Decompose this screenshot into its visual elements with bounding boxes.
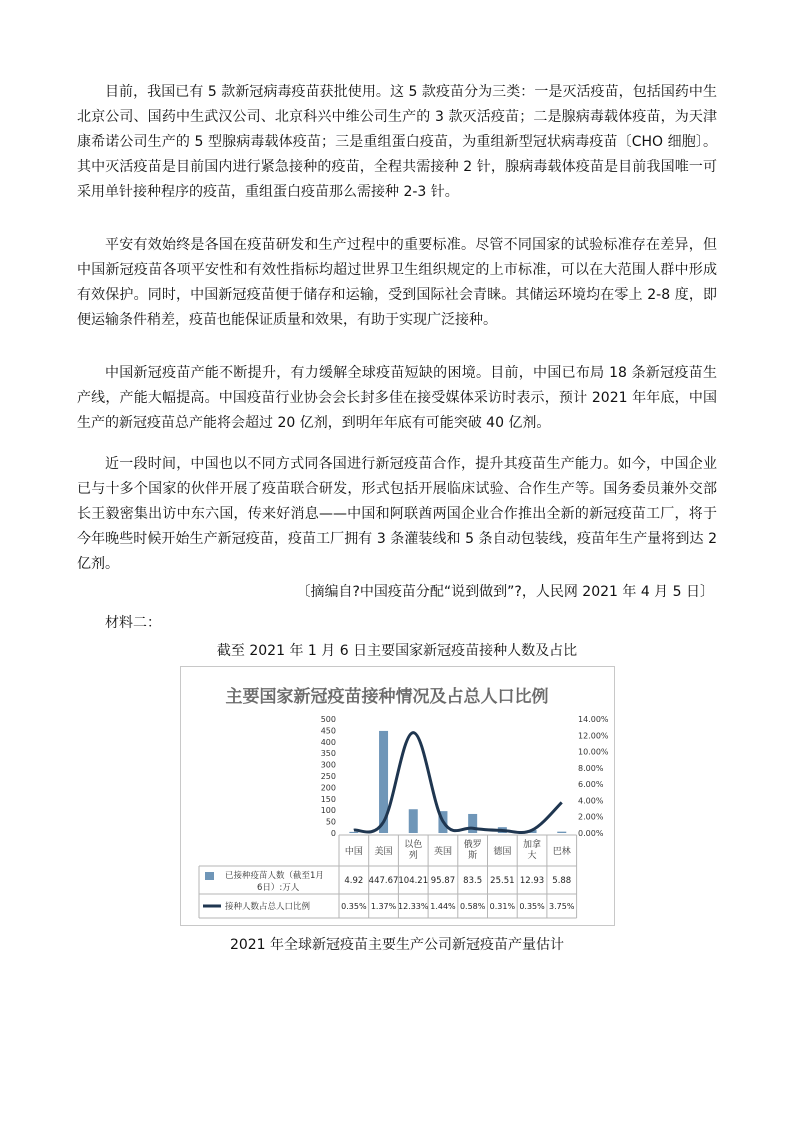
y-right-tick-label: 2.00%: [578, 812, 604, 822]
chart-title: 主要国家新冠疫苗接种情况及占总人口比例: [225, 687, 549, 707]
y-right-tick-label: 14.00%: [578, 715, 609, 724]
vaccination-chart: [181, 667, 614, 925]
y-left-tick-label: 400: [320, 737, 336, 747]
line-value-label: 3.75%: [549, 902, 575, 911]
legend-bar-label: 已接种疫苗人数（截至1月: [225, 871, 324, 881]
legend-bar-swatch: [205, 872, 214, 880]
category-label: 中国: [344, 847, 363, 857]
line-value-label: 0.58%: [459, 902, 486, 911]
bar-value-label: 95.87: [430, 876, 456, 886]
category-label: 巴林: [552, 847, 571, 857]
material-label: 材料二：: [105, 615, 161, 631]
paragraph-1: 目前，我国已有 5 款新冠病毒疫苗获批使用。这 5 款疫苗分为三类：一是灭活疫苗，包括国药中生北京公司、国药中生武汉公司、北京科兴中维公司生产的 3 款灭活疫苗；二是腺病毒载体疫苗，为天津康希诺公司生产的 5 型腺病毒载体疫苗；三是重组蛋白疫苗，为重组新型冠状病毒疫苗〔CHO 细胞〕。其中灭活疫苗是目前国内进行紧急接种的疫苗，全程共需接种 2 针，腺病毒载体疫苗是目前我国唯一可采用单针接种程序的疫苗，重组蛋白疫苗那么需接种 2-3 针。: [77, 84, 717, 200]
bar-中国: [349, 832, 358, 833]
category-label: 俄罗: [463, 840, 482, 850]
line-value-label: 0.35%: [341, 902, 367, 911]
category-label: 以色: [404, 840, 423, 850]
y-left-tick-label: 100: [320, 806, 336, 816]
chart-caption: 截至 2021 年 1 月 6 日主要国家新冠疫苗接种人数及占比: [216, 643, 578, 659]
y-left-tick-label: 250: [320, 772, 336, 781]
category-label: 英国: [433, 847, 452, 857]
line-value-label: 12.33%: [397, 902, 429, 911]
line-value-label: 1.37%: [370, 902, 397, 911]
bottom-caption: 2021 年全球新冠疫苗主要生产公司新冠疫苗产量估计: [229, 937, 565, 953]
paragraph-3: 中国新冠疫苗产能不断提升，有力缓解全球疫苗短缺的困境。目前，中国已布局 18 条新冠疫苗生产线，产能大幅提高。中国疫苗行业协会会长封多佳在接受媒体采访时表示，预计 2021 年年底，中国生产的新冠疫苗总产能将会超过 20 亿剂，到明年年底有可能突破 40 亿剂。: [77, 365, 717, 431]
bar-value-label: 104.21: [398, 876, 429, 886]
category-label: 列: [408, 851, 418, 861]
category-label: 美国: [374, 847, 393, 857]
category-label: 加拿: [523, 840, 542, 850]
y-right-tick-label: 8.00%: [578, 763, 604, 773]
line-value-label: 0.31%: [489, 902, 516, 911]
y-right-tick-label: 4.00%: [578, 796, 604, 806]
y-left-tick-label: 150: [320, 794, 336, 804]
bar-value-label: 12.93: [519, 876, 545, 886]
y-right-tick-label: 12.00%: [578, 731, 609, 741]
y-right-tick-label: 6.00%: [578, 780, 604, 790]
line-value-label: 1.44%: [430, 902, 456, 911]
bar-value-label: 5.88: [552, 876, 572, 886]
category-label: 德国: [493, 847, 512, 857]
category-label: 大: [527, 851, 537, 861]
bar-巴林: [557, 832, 566, 833]
y-left-tick-label: 0: [330, 829, 336, 838]
y-left-tick-label: 50: [325, 817, 336, 827]
legend-line-label: 接种人数占总人口比例: [225, 902, 311, 912]
line-value-label: 0.35%: [519, 902, 545, 911]
y-right-tick-label: 10.00%: [578, 747, 609, 757]
bar-value-label: 25.51: [490, 876, 515, 886]
paragraph-4: 近一段时间，中国也以不同方式同各国进行新冠疫苗合作，提升其疫苗生产能力。如今，中国企业已与十多个国家的伙伴开展了疫苗联合研发，形式包括开展临床试验、合作生产等。国务委员兼外交部长王毅密集出访中东六国，传来好消息——中国和阿联酋两国企业合作推出全新的新冠疫苗工厂，将于今年晚些时候开始生产新冠疫苗，疫苗工厂拥有 3 条灌装线和 5 条自动包装线，疫苗年生产量将到达 2 亿剂。: [77, 456, 717, 572]
bar-value-label: 4.92: [344, 876, 364, 886]
y-left-tick-label: 300: [320, 760, 336, 770]
source-citation: 〔摘编自?中国疫苗分配“说到做到”?，人民网 2021 年 4 月 5 日〕: [296, 584, 714, 600]
category-label: 斯: [468, 851, 478, 861]
bar-value-label: 83.5: [463, 876, 483, 886]
y-right-tick-label: 0.00%: [578, 829, 604, 838]
bar-value-label: 447.67: [368, 876, 399, 886]
chart-frame: [180, 666, 615, 926]
y-left-tick-label: 200: [320, 783, 336, 793]
y-left-tick-label: 500: [320, 715, 336, 724]
legend-bar-label: 6日）:万人: [257, 883, 300, 893]
y-left-tick-label: 350: [320, 749, 336, 759]
y-left-tick-label: 450: [320, 726, 336, 736]
paragraph-2: 平安有效始终是各国在疫苗研发和生产过程中的重要标准。尽管不同国家的试验标准存在差异，但中国新冠疫苗各项平安性和有效性指标均超过世界卫生组织规定的上市标准，可以在大范围人群中形成有效保护。同时，中国新冠疫苗便于储存和运输，受到国际社会青睐。其储运环境均在零上 2-8 度，即便运输条件稍差，疫苗也能保证质量和效果，有助于实现广泛接种。: [77, 237, 717, 328]
bar-以色列: [409, 809, 418, 833]
